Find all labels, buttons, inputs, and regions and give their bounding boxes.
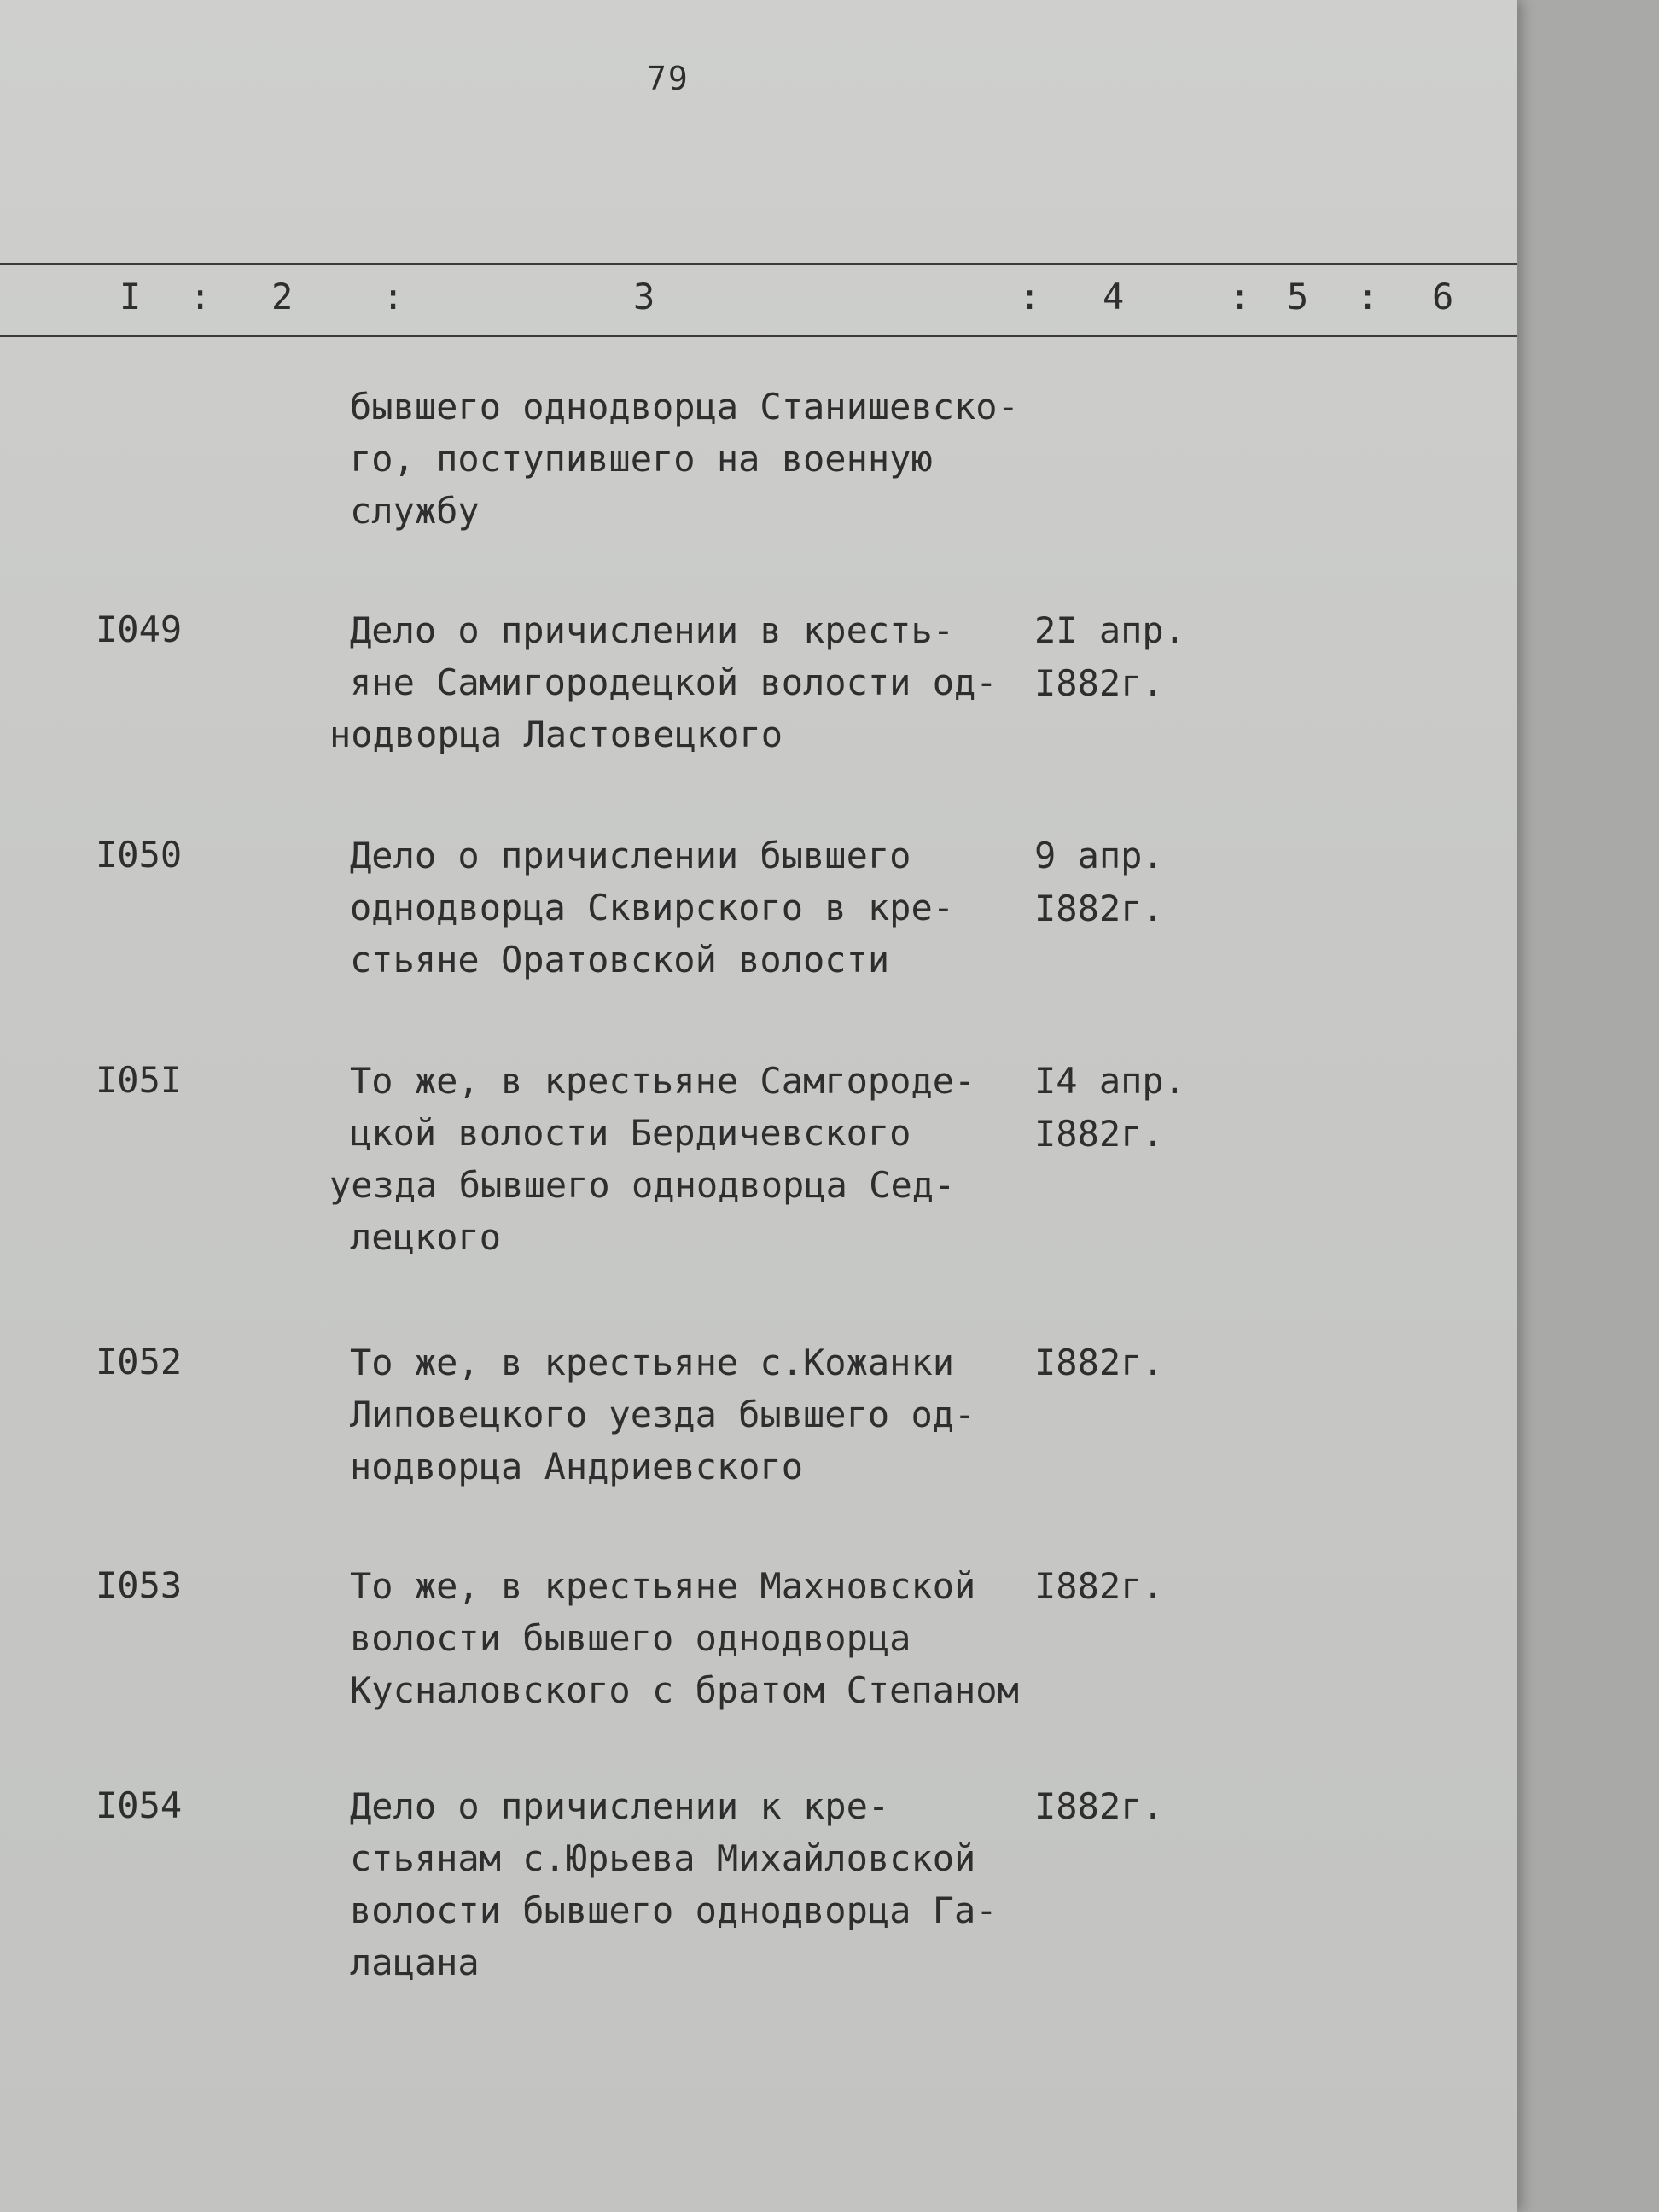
- description-line: цкой волости Бердичевского: [350, 1112, 911, 1154]
- description-line: Дело о причислении в кресть-: [350, 609, 955, 651]
- entry-date: [1034, 604, 1185, 710]
- column-header-4: 4: [1103, 276, 1125, 317]
- description-line: То же, в крестьяне с.Кожанки: [350, 1342, 955, 1383]
- date-line: 9 апр.: [1034, 835, 1164, 876]
- entry-description: [350, 381, 1050, 537]
- column-separator: :: [189, 276, 212, 317]
- date-line: I882г.: [1034, 1565, 1164, 1607]
- date-line: I4 апр.: [1034, 1060, 1186, 1102]
- entry-number: I052: [96, 1341, 183, 1382]
- date-line: I882г.: [1034, 888, 1164, 929]
- entry-date: [1034, 830, 1164, 935]
- column-separator: :: [382, 276, 405, 317]
- entry-number: I054: [96, 1784, 183, 1826]
- column-header-2: 2: [271, 276, 294, 317]
- description-line: уезда бывшего однодворца Сед-: [329, 1164, 956, 1206]
- date-line: I882г.: [1034, 1342, 1164, 1383]
- entry-description: [329, 1055, 1050, 1263]
- description-line: Кусналовского с братом Степаном: [350, 1669, 1019, 1711]
- column-separator: :: [1229, 276, 1251, 317]
- description-line: нодворца Андриевского: [350, 1446, 804, 1487]
- date-line: 2I апр.: [1034, 609, 1186, 651]
- column-header-3: 3: [633, 276, 655, 317]
- description-line: стьянам с.Юрьева Михайловской: [350, 1837, 976, 1879]
- entry-date: [1034, 1780, 1164, 1833]
- description-line: Липовецкого уезда бывшего од-: [350, 1394, 976, 1435]
- column-separator: :: [1357, 276, 1379, 317]
- description-line: го, поступившего на военную: [350, 438, 933, 480]
- description-line: лецкого: [350, 1216, 502, 1258]
- date-line: I882г.: [1034, 662, 1164, 704]
- description-line: однодворца Сквирского в кре-: [350, 887, 955, 928]
- description-line: лацана: [350, 1941, 480, 1983]
- description-line: волости бывшего однодворца Га-: [350, 1889, 998, 1931]
- description-line: Дело о причислении бывшего: [350, 835, 911, 876]
- date-line: I882г.: [1034, 1113, 1164, 1155]
- page-number: 79: [647, 60, 690, 97]
- column-header-5: 5: [1287, 276, 1309, 317]
- column-header-6: 6: [1432, 276, 1454, 317]
- entry-number: I05I: [96, 1059, 183, 1101]
- entry-number: I049: [96, 608, 183, 650]
- table-header: [0, 265, 1517, 335]
- description-line: яне Самигородецкой волости од-: [350, 661, 998, 703]
- date-line: I882г.: [1034, 1785, 1164, 1827]
- entry-description: [350, 1560, 1050, 1716]
- table-header-bottom-rule: [0, 335, 1517, 337]
- description-line: То же, в крестьяне Махновской: [350, 1565, 976, 1607]
- entry-description: [329, 604, 1050, 760]
- description-line: То же, в крестьяне Самгороде-: [350, 1060, 976, 1102]
- entry-date: [1034, 1336, 1164, 1389]
- entry-number: I050: [96, 834, 183, 876]
- entry-number: I053: [96, 1564, 183, 1606]
- description-line: службу: [350, 490, 480, 532]
- description-line: стьяне Оратовской волости: [350, 939, 890, 981]
- entry-date: [1034, 1055, 1185, 1161]
- entry-description: [350, 830, 1050, 986]
- entry-description: [350, 1780, 1050, 1988]
- column-separator: :: [1019, 276, 1041, 317]
- description-line: бывшего однодворца Станишевско-: [350, 386, 1019, 428]
- description-line: нодворца Ластовецкого: [329, 713, 783, 755]
- description-line: волости бывшего однодворца: [350, 1617, 911, 1659]
- description-line: Дело о причислении к кре-: [350, 1785, 890, 1827]
- entry-description: [350, 1336, 1050, 1493]
- column-header-1: I: [119, 276, 142, 317]
- entry-date: [1034, 1560, 1164, 1613]
